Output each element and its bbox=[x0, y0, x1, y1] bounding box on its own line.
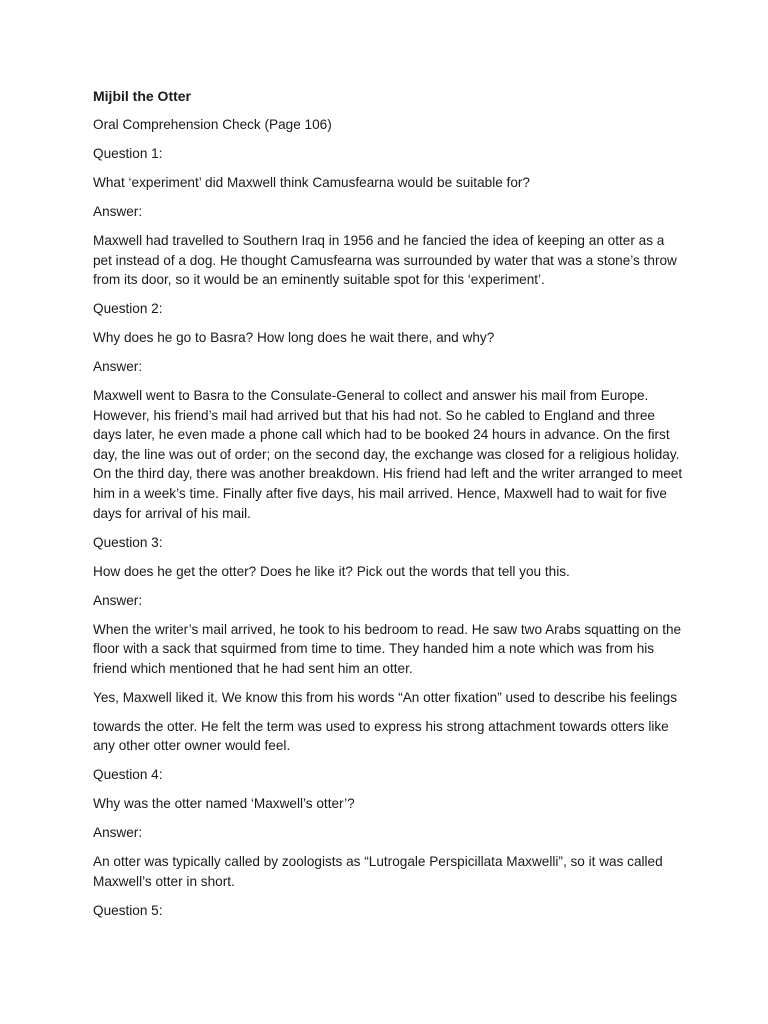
answer-label: Answer: bbox=[93, 592, 143, 608]
answer-label: Answer: bbox=[93, 203, 143, 219]
document-title: Mijbil the Otter bbox=[93, 88, 191, 104]
answer-text: When the writer’s mail arrived, he took to his bedroom to read. He saw two Arabs squatting on the floor with a sack that squirmed from time to time. They handed him a note which was from his friend which mentioned that he had sent him an otter. bbox=[93, 621, 682, 676]
question-label: Question 4: bbox=[93, 767, 163, 783]
answer-text: towards the otter. He felt the term was used to express his strong attachment towards otters like any other otter owner would feel. bbox=[93, 718, 669, 754]
answer-text: Maxwell had travelled to Southern Iraq in 1956 and he fancied the idea of keeping an otter as a pet instead of a dog. He thought Camusfearna was surrounded by water that was a stone’s throw from its door, so it would be an eminently suitable spot for this ‘experiment’. bbox=[93, 232, 677, 288]
answer-text: Yes, Maxwell liked it. We know this from his words “An otter fixation” used to describe his feelings bbox=[93, 689, 678, 705]
question-text: Why was the otter named ‘Maxwell’s otter’? bbox=[93, 796, 355, 812]
question-label: Question 5: bbox=[93, 902, 163, 918]
question-text: Why does he go to Basra? How long does he wait there, and why? bbox=[93, 330, 495, 346]
question-text: What ‘experiment’ did Maxwell think Camusfearna would be suitable for? bbox=[93, 174, 530, 190]
question-label: Question 1: bbox=[93, 145, 163, 161]
answer-text: An otter was typically called by zoologists as “Lutrogale Perspicillata Maxwelli”, so it was called Maxwell’s otter in short. bbox=[93, 854, 663, 889]
document-subtitle: Oral Comprehension Check (Page 106) bbox=[93, 117, 332, 132]
answer-text: Maxwell went to Basra to the Consulate-General to collect and answer his mail from Europe. However, his friend’s mail had arrived but that his had not. So he cabled to England and three days later, he even made a phone call which had to be booked 24 hours in advance. On the first day, the line was out of order; on the second day, the exchange was closed for a religious holiday. On the third day, there was another breakdown. His friend had left and the writer arranged to meet him in a week’s time. Finally after five days, his mail arrived. Hence, Maxwell had to wait for five days for arrival of his mail. bbox=[93, 388, 683, 521]
document-page bbox=[93, 86, 683, 930]
question-label: Question 3: bbox=[93, 534, 163, 550]
answer-label: Answer: bbox=[93, 825, 143, 841]
question-label: Question 2: bbox=[93, 301, 163, 317]
answer-label: Answer: bbox=[93, 359, 143, 375]
question-text: How does he get the otter? Does he like it? Pick out the words that tell you this. bbox=[93, 563, 570, 579]
